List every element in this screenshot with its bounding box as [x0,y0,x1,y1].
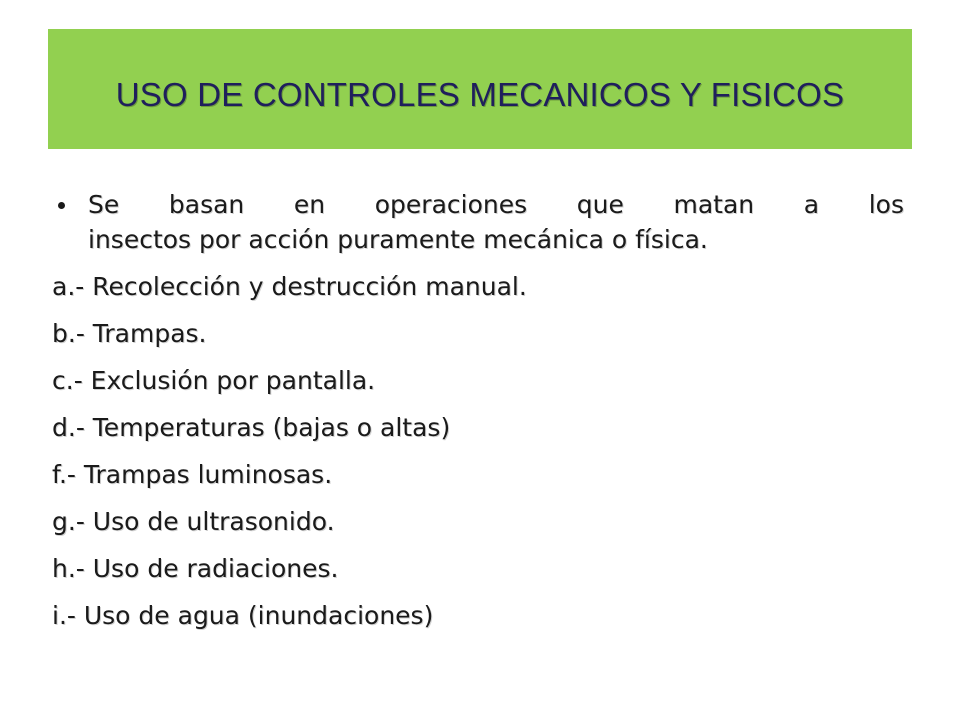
list-item-c: c.- Exclusión por pantalla. [52,366,376,395]
bullet-text-line-2: insectos por acción puramente mecánica o física. [88,225,708,254]
list-item-f: f.- Trampas luminosas. [52,460,333,489]
title-band [48,29,912,149]
slide-body [52,187,904,645]
bullet-text [88,187,904,257]
bullet-text-line-1: Se basan en operaciones que matan a los [88,190,904,219]
list-item-i: i.- Uso de agua (inundaciones) [52,601,434,630]
slide-title: USO DE CONTROLES MECANICOS Y FISICOS [115,76,845,113]
bullet-point [52,187,904,257]
list-item-h: h.- Uso de radiaciones. [52,554,339,583]
bullet-dot-icon [58,202,65,209]
list-item-a: a.- Recolección y destrucción manual. [52,272,527,301]
list-item-d: d.- Temperaturas (bajas o altas) [52,413,451,442]
list-item-g: g.- Uso de ultrasonido. [52,507,335,536]
list-item-b: b.- Trampas. [52,319,207,348]
